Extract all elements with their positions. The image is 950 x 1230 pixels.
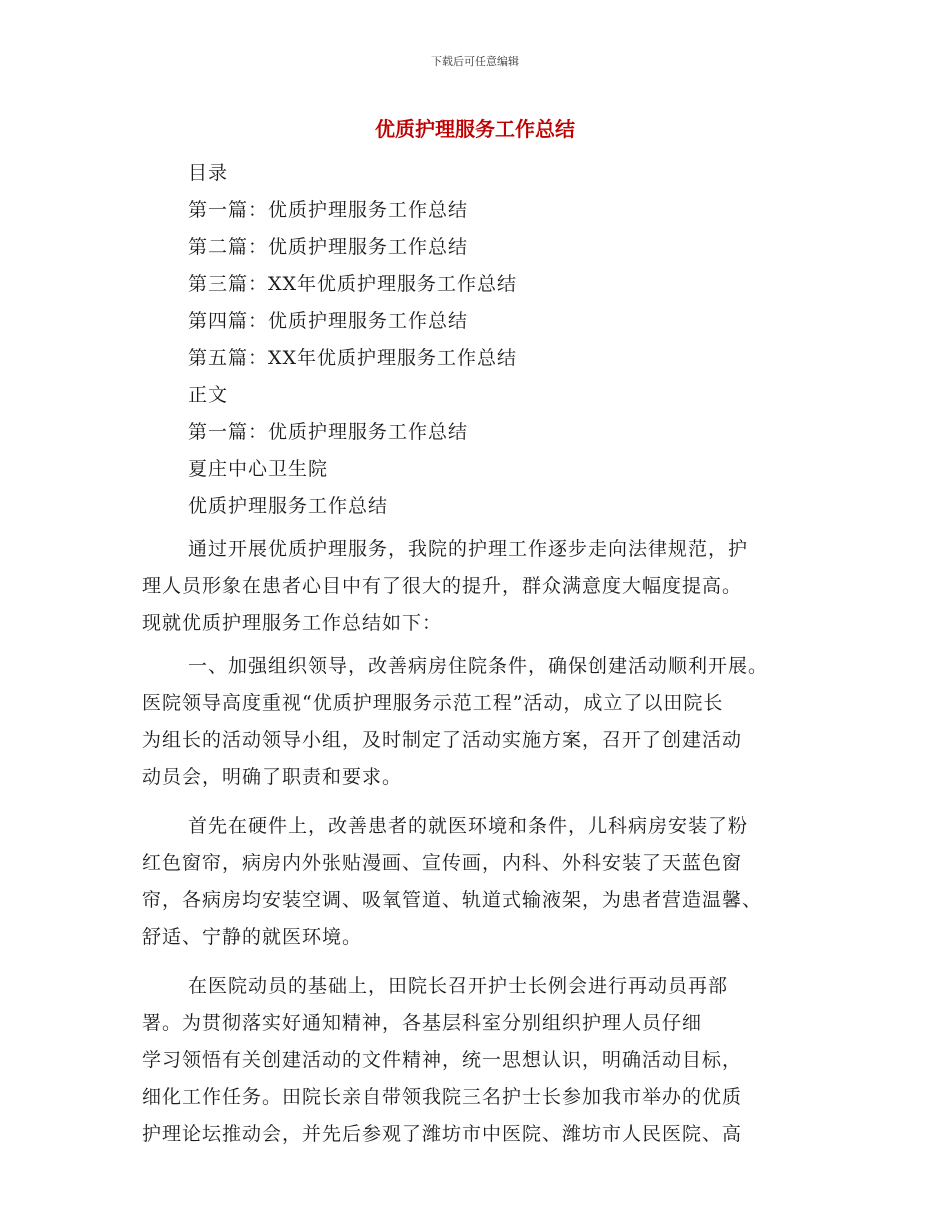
paragraph [142,808,808,956]
paragraph-line: 为组长的活动领导小组，及时制定了活动实施方案，召开了创建活动 [142,729,743,751]
paragraph [142,531,808,642]
part1-heading: 第一篇：优质护理服务工作总结 [188,421,469,443]
header-note: 下载后可任意编辑 [431,55,519,68]
toc-item: 第二篇：优质护理服务工作总结 [188,236,469,258]
paragraph-line: 通过开展优质护理服务，我院的护理工作逐步走向法律规范，护 [188,538,749,560]
toc-item: 第五篇：XX年优质护理服务工作总结 [188,347,518,369]
paragraph-line: 在医院动员的基础上，田院长召开护士长例会进行再动员再部 [188,975,729,997]
paragraph-line: 一、加强组织领导，改善病房住院条件，确保创建活动顺利开展。 [188,655,769,677]
body-heading: 正文 [188,384,229,406]
toc-heading: 目录 [188,162,229,184]
toc-item: 第三篇：XX年优质护理服务工作总结 [188,273,518,295]
paragraph-line: 医院领导高度重视“优质护理服务示范工程”活动，成立了以田院长 [142,692,724,714]
toc-item: 第四篇：优质护理服务工作总结 [188,310,469,332]
paragraph-line: 现就优质护理服务工作总结如下： [142,612,443,634]
paragraph-line: 舒适、宁静的就医环境。 [142,926,363,948]
paragraph-line: 细化工作任务。田院长亲自带领我院三名护士长参加我市举办的优质 [142,1086,743,1108]
paragraph-line: 署。为贯彻落实好通知精神，各基层科室分别组织护理人员仔细 [142,1012,703,1034]
paragraph-line: 首先在硬件上，改善患者的就医环境和条件，儿科病房安装了粉 [188,815,749,837]
paragraph-line: 红色窗帘，病房内外张贴漫画、宣传画，内科、外科安装了天蓝色窗 [142,852,743,874]
paragraph-line: 护理论坛推动会，并先后参观了潍坊市中医院、潍坊市人民医院、高 [142,1123,743,1145]
paragraph [142,648,808,796]
paragraph [142,968,808,1153]
paragraph-line: 帘，各病房均安装空调、吸氧管道、轨道式输液架，为患者营造温馨、 [142,889,763,911]
subtitle: 优质护理服务工作总结 [188,495,389,517]
toc-item: 第一篇：优质护理服务工作总结 [188,199,469,221]
paragraph-line: 理人员形象在患者心目中有了很大的提升，群众满意度大幅度提高。 [142,575,743,597]
paragraph-line: 动员会，明确了职责和要求。 [142,766,403,788]
org-name: 夏庄中心卫生院 [188,458,329,480]
document-title: 优质护理服务工作总结 [375,117,575,141]
document-body [142,155,808,1153]
paragraph-line: 学习领悟有关创建活动的文件精神，统一思想认识，明确活动目标， [142,1049,743,1071]
